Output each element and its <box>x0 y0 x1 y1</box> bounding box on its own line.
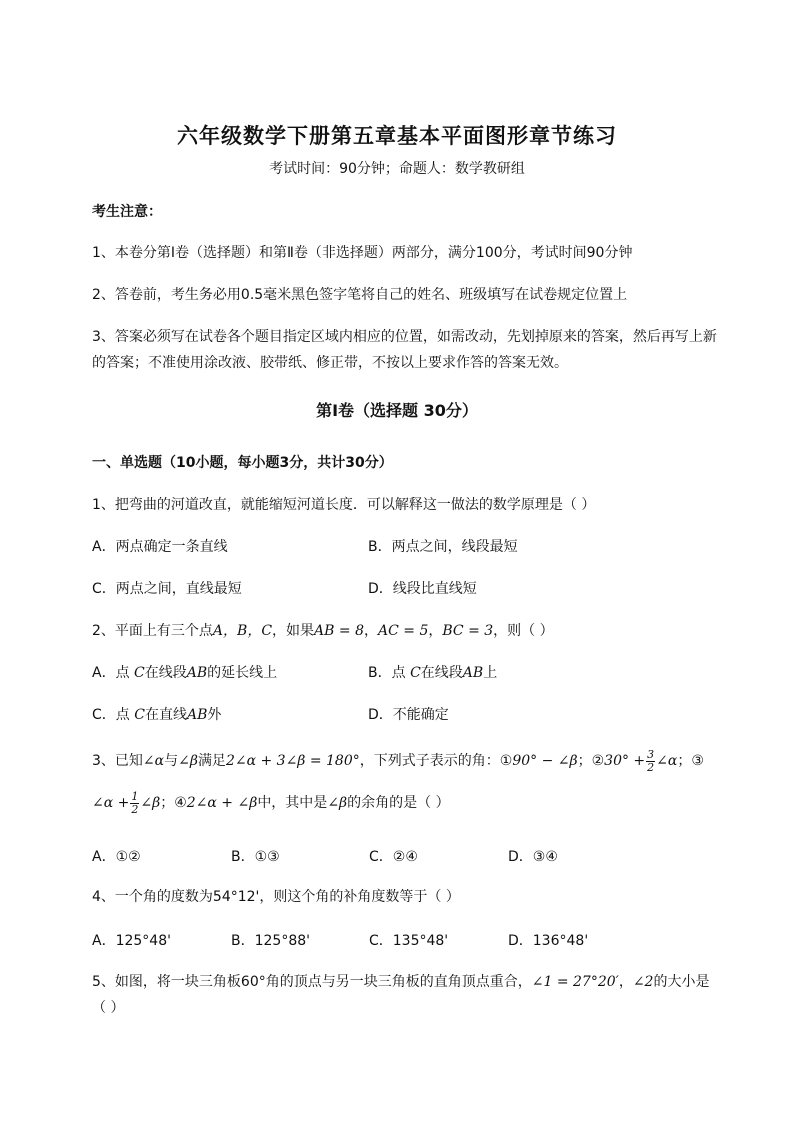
q4-option-b: B．125°88' <box>231 933 310 949</box>
q3-expr-1: 90° − ∠β <box>512 753 578 769</box>
fraction-denominator: 2 <box>647 760 655 774</box>
q2-stem-text: 2、平面上有三个点 <box>92 623 213 639</box>
q3-stem-text: 与 <box>164 753 179 769</box>
q2-option-c <box>92 704 221 724</box>
q1-option-d: D．线段比直线短 <box>368 581 477 597</box>
q2-ac-length: AC = 5 <box>377 623 429 639</box>
q2-option-text: B．点 <box>368 665 411 681</box>
q2-option-text: 在直线 <box>144 707 187 723</box>
q4-option-a: A．125°48' <box>92 933 171 949</box>
q4-option-c: C．135°48' <box>369 933 449 949</box>
q2-option-var: AB <box>186 707 208 723</box>
q3-stem-text: 的余角的是（ ） <box>347 795 450 811</box>
q2-option-text: D．不能确定 <box>368 707 449 723</box>
q2-stem <box>92 620 554 640</box>
q5-answer-blank: （ ） <box>92 1000 125 1016</box>
q2-bc-length: BC = 3 <box>442 623 494 639</box>
q3-condition: 2∠α + 3∠β = 180° <box>225 753 360 769</box>
fraction-numerator: 3 <box>647 747 655 761</box>
q2-option-var: C <box>134 707 145 723</box>
q4-stem: 4、一个角的度数为54°12'，则这个角的补角度数等于（ ） <box>92 889 460 905</box>
q2-separator: ， <box>363 623 378 639</box>
q3-option-a: A．①② <box>92 849 141 865</box>
q3-option-b: B．①③ <box>231 849 280 865</box>
q2-separator: ， <box>428 623 443 639</box>
q2-option-text: 上 <box>483 665 498 681</box>
q2-option-var: AB <box>462 665 484 681</box>
q5-angle-2: ∠2 <box>632 974 654 990</box>
part-title: 一、单选题（10小题，每小题3分，共计30分） <box>92 455 393 471</box>
q3-fraction-three-halves <box>646 749 655 774</box>
q2-option-text: 在线段 <box>144 665 187 681</box>
q3-expr-4: 2∠α + ∠β <box>186 795 258 811</box>
notice-item-1: 1、本卷分第I卷（选择题）和第Ⅱ卷（非选择题）两部分，满分100分，考试时间90分钟 <box>92 245 633 261</box>
q3-expr-2: 30° + <box>604 753 646 769</box>
section-title: 第I卷（选择题 30分） <box>316 401 478 420</box>
notice-item-3-cont: 的答案；不准使用涂改液、胶带纸、修正带，不按以上要求作答的答案无效。 <box>92 355 568 371</box>
q3-stem-text: 3、已知 <box>92 753 143 769</box>
q2-option-text: C．点 <box>92 707 135 723</box>
q3-stem-text: ；④ <box>160 795 187 811</box>
exam-title: 六年级数学下册第五章基本平面图形章节练习 <box>177 124 617 148</box>
q3-angle-beta: ∠β <box>178 753 198 769</box>
q5-stem <box>92 971 709 991</box>
q3-stem-text: ；③ <box>677 753 704 769</box>
q3-angle-alpha: ∠α <box>142 753 165 769</box>
q2-option-text: 在线段 <box>420 665 463 681</box>
q3-stem-line-1 <box>92 746 704 776</box>
q2-option-var: AB <box>186 665 208 681</box>
q3-stem-text: 满足 <box>197 753 226 769</box>
q3-expr-3: ∠β <box>140 795 161 811</box>
q3-stem-text: ；② <box>577 753 605 769</box>
exam-subtitle: 考试时间：90分钟；命题人：数学教研组 <box>269 161 525 177</box>
q1-option-a: A．两点确定一条直线 <box>92 539 228 555</box>
q2-option-d <box>368 704 449 724</box>
q2-option-text: 外 <box>207 707 222 723</box>
q3-stem-line-2 <box>92 788 450 818</box>
q2-points: A，B，C <box>212 623 273 639</box>
q2-ab-length: AB = 8 <box>314 623 364 639</box>
q5-angle-1: ∠1 = 27°20′ <box>531 974 619 990</box>
q2-option-var: C <box>410 665 421 681</box>
q2-option-var: C <box>134 665 145 681</box>
q1-stem: 1、把弯曲的河道改直，就能缩短河道长度．可以解释这一做法的数学原理是（ ） <box>92 497 596 513</box>
q2-stem-text: ，如果 <box>272 623 315 639</box>
q2-option-text: A．点 <box>92 665 135 681</box>
q3-expr-2: ∠α <box>656 753 678 769</box>
q1-option-b: B．两点之间，线段最短 <box>368 539 518 555</box>
q5-stem-text: ， <box>618 974 633 990</box>
notice-heading: 考生注意： <box>92 204 162 220</box>
q3-angle-beta: ∠β <box>327 795 348 811</box>
notice-item-2: 2、答卷前，考生务必用0.5毫米黑色签字笔将自己的姓名、班级填写在试卷规定位置上 <box>92 287 628 303</box>
fraction-denominator: 2 <box>131 802 139 816</box>
notice-item-3: 3、答案必须写在试卷各个题目指定区域内相应的位置，如需改动，先划掉原来的答案，然后再写上新 <box>92 329 717 345</box>
q3-fraction-one-half <box>130 791 139 816</box>
q3-option-d: D．③④ <box>508 849 558 865</box>
q3-stem-text: 中，其中是 <box>257 795 328 811</box>
q3-expr-3: ∠α + <box>92 795 130 811</box>
q2-option-a <box>92 662 277 682</box>
fraction-numerator: 1 <box>131 789 139 803</box>
q5-stem-text: 的大小是 <box>653 974 710 990</box>
q3-option-c: C．②④ <box>369 849 418 865</box>
q2-option-text: 的延长线上 <box>207 665 278 681</box>
q2-option-b <box>368 662 497 682</box>
q5-stem-text: 5、如图，将一块三角板60°角的顶点与另一块三角板的直角顶点重合， <box>92 974 532 990</box>
q1-option-c: C．两点之间，直线最短 <box>92 581 242 597</box>
q4-option-d: D．136°48' <box>508 933 589 949</box>
q3-stem-text: ，下列式子表示的角：① <box>359 753 513 769</box>
q2-stem-text: ，则（ ） <box>493 623 554 639</box>
